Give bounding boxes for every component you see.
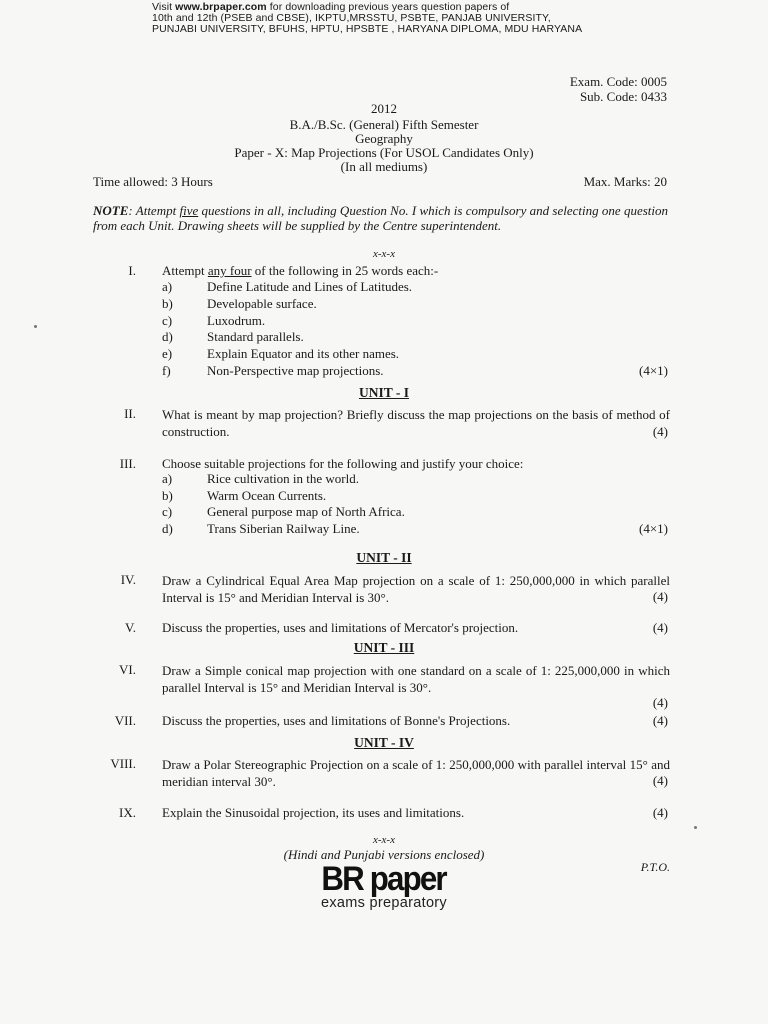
exam-code: Exam. Code: 0005	[569, 74, 667, 89]
header-line-2: 10th and 12th (PSEB and CBSE), IKPTU,MRSSTU, PSBTE, PANJAB UNIVERSITY,	[152, 12, 551, 24]
q4-text: Draw a Cylindrical Equal Area Map projection on a scale of 1: 250,000,000 in which parallel Interval is 15° and Meridian Interval is 30°.	[162, 573, 670, 605]
sub-code: Sub. Code: 0433	[579, 89, 667, 104]
q1-option-text: Non-Perspective map projections.	[207, 363, 384, 378]
q8-text: Draw a Polar Stereographic Projection on a scale of 1: 250,000,000 with parallel interval 15° and meridian interval 30°.	[162, 757, 670, 789]
pto-label: P.T.O.	[640, 860, 670, 874]
q3-marks: (4×1)	[639, 521, 668, 536]
versions-note: (Hindi and Punjabi versions enclosed)	[283, 847, 485, 862]
q1-text: Attempt any four of the following in 25 words each:-	[162, 263, 439, 278]
site-link[interactable]: www.brpaper.com	[175, 1, 267, 13]
q8-number: VIII.	[110, 756, 136, 771]
q1-option-letter: e)	[162, 346, 173, 362]
medium-note: (In all mediums)	[340, 159, 428, 174]
q1-option-letter: a)	[162, 279, 173, 294]
q7-marks: (4)	[652, 713, 668, 728]
q1-option-text: Explain Equator and its other names.	[207, 346, 400, 362]
logo-sub-text: exams preparatory	[321, 895, 447, 911]
q3-option-text: Rice cultivation in the world.	[207, 471, 359, 486]
q1-marks: (4×1)	[639, 363, 668, 378]
q3-option-letter: d)	[162, 520, 173, 536]
q3-number: III.	[119, 456, 136, 471]
q9-marks: (4)	[652, 805, 668, 820]
header-line-3: PUNJABI UNIVERSITY, BFUHS, HPTU, HPSBTE , HARYANA DIPLOMA, MDU HARYANA	[152, 23, 583, 35]
footer-separator: x-x-x	[373, 834, 395, 846]
q3-option-letter: b)	[162, 487, 173, 503]
q1-option-text: Define Latitude and Lines of Latitudes.	[207, 279, 413, 294]
q8-marks: (4)	[652, 773, 668, 788]
q1-option-letter: d)	[162, 329, 173, 345]
max-marks: Max. Marks: 20	[583, 174, 667, 189]
course-title: B.A./B.Sc. (General) Fifth Semester	[289, 117, 479, 132]
unit-2-heading: UNIT - II	[356, 550, 412, 565]
instructions-note: NOTE: Attempt five questions in all, including Question No. I which is compulsory and selecting one question from each Unit. Drawing sheets will be supplied by the Centre superintendent.	[93, 203, 669, 233]
q4-number: IV.	[120, 572, 136, 587]
q5-marks: (4)	[652, 620, 668, 635]
q1-number: I.	[128, 263, 136, 278]
q6-number: VI.	[119, 662, 136, 677]
q1-option-letter: b)	[162, 295, 173, 311]
q3-option-text: Trans Siberian Railway Line.	[207, 520, 360, 536]
paper-title: Paper - X: Map Projections (For USOL Candidates Only)	[234, 145, 534, 160]
scan-speck	[694, 826, 697, 829]
q1-option-text: Luxodrum.	[207, 312, 266, 328]
q2-marks: (4)	[652, 424, 668, 439]
q7-text: Discuss the properties, uses and limitations of Bonne's Projections.	[162, 713, 511, 728]
q3-option-text: General purpose map of North Africa.	[207, 504, 405, 520]
q5-text: Discuss the properties, uses and limitations of Mercator's projection.	[162, 620, 519, 635]
scan-speck	[34, 325, 37, 328]
note-five: five	[179, 203, 199, 218]
q1-option-text: Developable surface.	[207, 295, 317, 311]
logo-main-text: BR paper	[321, 860, 447, 898]
unit-4-heading: UNIT - IV	[354, 735, 414, 750]
q2-text: What is meant by map projection? Briefly discuss the map projections on the basis of method of construction.	[162, 407, 670, 439]
header-line-1: Visit www.brpaper.com for downloading previous years question papers of	[152, 1, 510, 13]
q3-option-letter: c)	[162, 504, 173, 520]
time-allowed: Time allowed: 3 Hours	[93, 174, 213, 189]
q6-text: Draw a Simple conical map projection with one standard on a scale of 1: 225,000,000 in which parallel Interval is 15° and Meridian Interval is 30°.	[162, 663, 670, 695]
q1-option-letter: c)	[162, 312, 173, 328]
unit-1-heading: UNIT - I	[358, 385, 409, 400]
q9-text: Explain the Sinusoidal projection, its uses and limitations.	[162, 805, 465, 820]
site-header	[152, 2, 712, 35]
q1-option-letter: f)	[162, 363, 171, 378]
br-paper-logo	[0, 862, 768, 910]
q2-number: II.	[124, 406, 136, 421]
q5-number: V.	[125, 620, 136, 635]
q3-option-text: Warm Ocean Currents.	[207, 487, 327, 503]
q3-text: Choose suitable projections for the following and justify your choice:	[162, 456, 524, 471]
q3-option-letter: a)	[162, 471, 173, 486]
q9-number: IX.	[119, 805, 136, 820]
q4-marks: (4)	[652, 589, 668, 604]
q1-option-text: Standard parallels.	[207, 329, 304, 345]
note-separator: x-x-x	[373, 248, 395, 260]
subject-title: Geography	[355, 131, 413, 146]
q7-number: VII.	[114, 713, 136, 728]
q6-marks: (4)	[652, 695, 668, 710]
exam-year: 2012	[371, 101, 397, 116]
note-label: NOTE	[93, 203, 129, 218]
unit-3-heading: UNIT - III	[353, 640, 415, 655]
